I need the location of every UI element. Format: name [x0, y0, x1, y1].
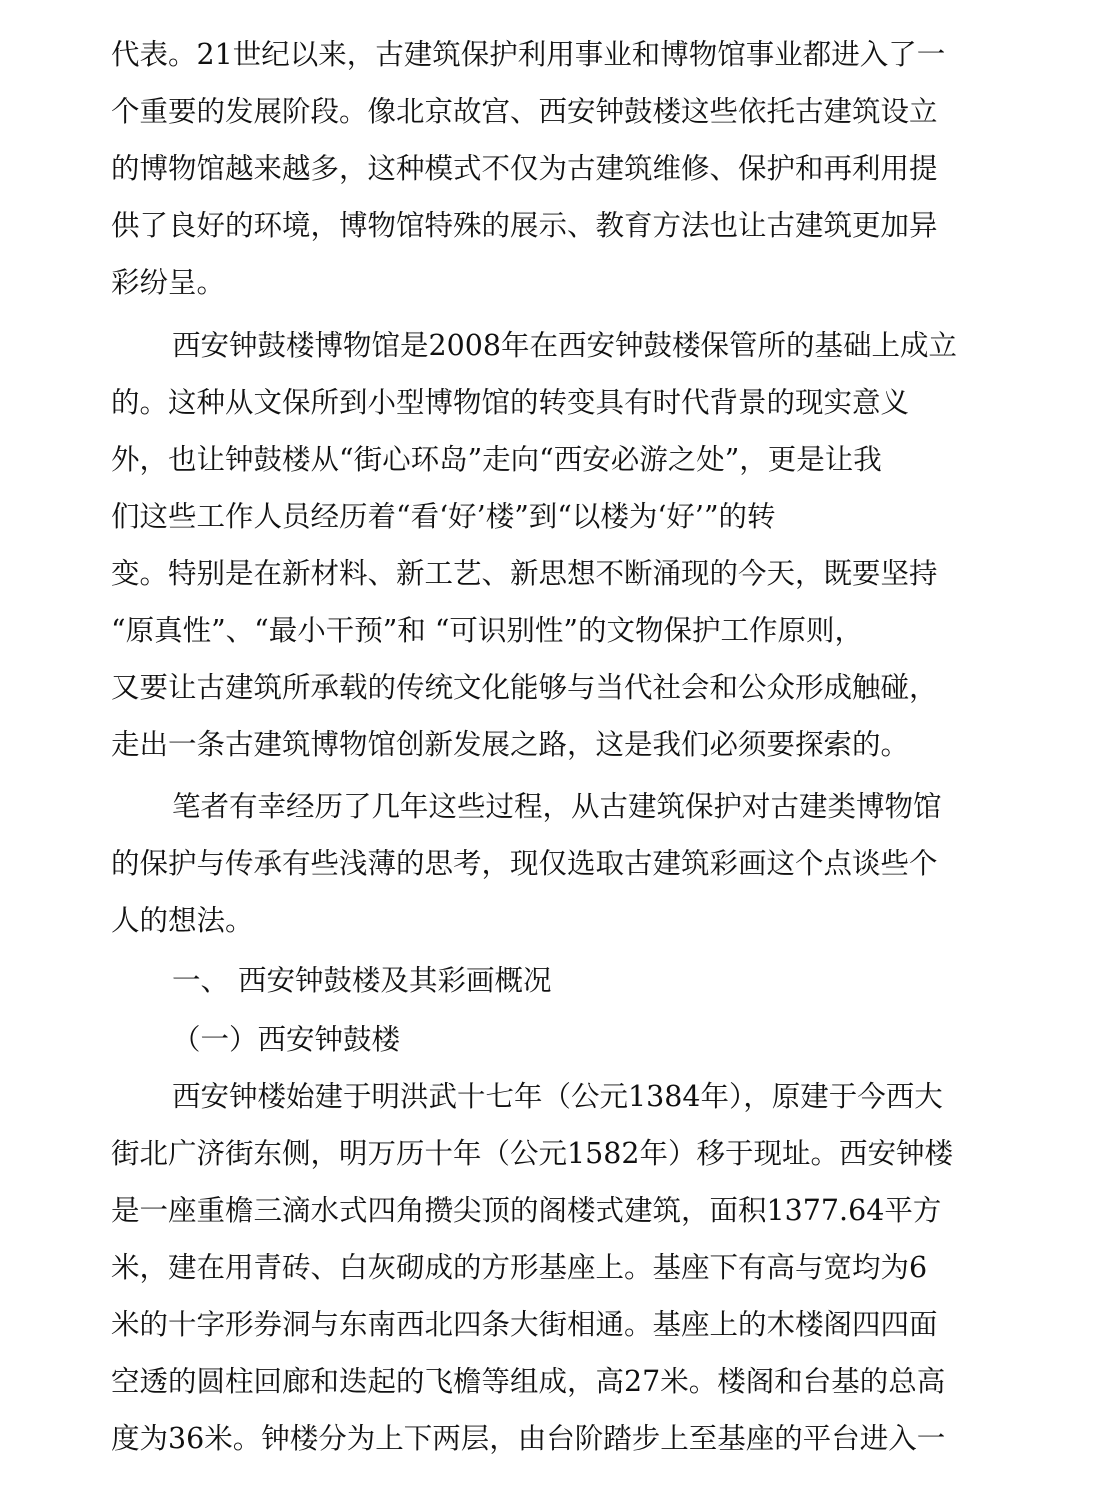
text-line: 的保护与传承有些浅薄的思考，现仅选取古建筑彩画这个点谈些个: [111, 847, 938, 880]
text-line: 彩纷呈。: [111, 266, 226, 299]
text-line: 们这些工作人员经历着“看‘好’楼”到“以楼为‘好’”的转: [111, 500, 776, 533]
text-line: 供了良好的环境，博物馆特殊的展示、教育方法也让古建筑更加异: [111, 209, 938, 242]
text-line: 人的想法。: [111, 904, 254, 937]
section-heading: 一、 西安钟鼓楼及其彩画概况: [172, 964, 552, 997]
text-line: 走出一条古建筑博物馆创新发展之路，这是我们必须要探索的。: [111, 728, 910, 761]
text-line: 度为36米。钟楼分为上下两层，由台阶踏步上至基座的平台进入一: [111, 1422, 946, 1455]
text-line: 的。这种从文保所到小型博物馆的转变具有时代背景的现实意义: [111, 386, 910, 419]
text-line: 米的十字形券洞与东南西北四条大街相通。基座上的木楼阁四四面: [111, 1308, 938, 1341]
text-line: 西安钟楼始建于明洪武十七年（公元1384年），原建于今西大: [172, 1080, 943, 1113]
text-line: 空透的圆柱回廊和迭起的飞檐等组成，高27米。楼阁和台基的总高: [111, 1365, 946, 1398]
text-line: 个重要的发展阶段。像北京故宫、西安钟鼓楼这些依托古建筑设立: [111, 95, 938, 128]
text-line: 变。特别是在新材料、新工艺、新思想不断涌现的今天，既要坚持: [111, 557, 938, 590]
text-line: 的博物馆越来越多，这种模式不仅为古建筑维修、保护和再利用提: [111, 152, 938, 185]
text-line: 街北广济街东侧，明万历十年（公元1582年）移于现址。西安钟楼: [111, 1137, 954, 1170]
text-line: 西安钟鼓楼博物馆是2008年在西安钟鼓楼保管所的基础上成立: [172, 329, 958, 362]
text-line: 又要让古建筑所承载的传统文化能够与当代社会和公众形成触碰，: [111, 671, 938, 704]
text-line: 笔者有幸经历了几年这些过程，从古建筑保护对古建类博物馆: [172, 790, 942, 823]
text-line: 米，建在用青砖、白灰砌成的方形基座上。基座下有高与宽均为6: [111, 1251, 928, 1284]
subsection-heading: （一）西安钟鼓楼: [172, 1023, 401, 1056]
text-line: “原真性”、“最小干预”和 “可识别性”的文物保护工作原则，: [111, 614, 863, 647]
text-line: 外，也让钟鼓楼从“街心环岛”走向“西安必游之处”，更是让我: [111, 443, 882, 476]
text-line: 是一座重檐三滴水式四角攒尖顶的阁楼式建筑，面积1377.64平方: [111, 1194, 942, 1227]
text-line: 代表。21世纪以来，古建筑保护利用事业和博物馆事业都进入了一: [111, 38, 946, 71]
